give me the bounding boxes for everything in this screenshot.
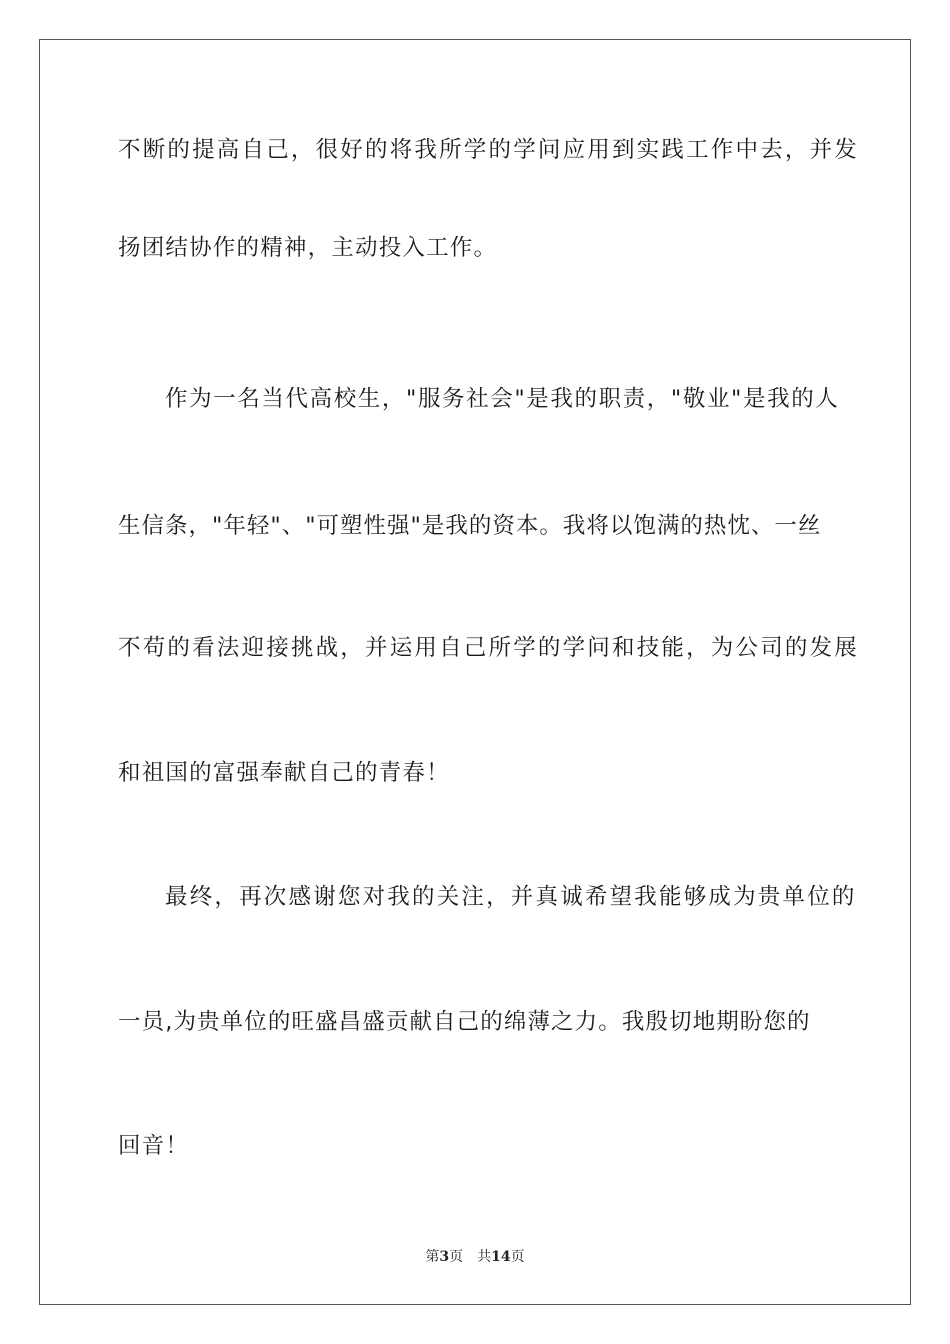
page-prefix: 第: [425, 1249, 440, 1265]
total-pages-number: 14: [491, 1249, 511, 1265]
paragraph-line-2: 扬团结协作的精神，主动投入工作。: [118, 235, 498, 261]
total-suffix: 页: [510, 1249, 525, 1265]
current-page-number: 3: [439, 1249, 450, 1265]
paragraph-line-7: 最终，再次感谢您对我的关注，并真诚希望我能够成为贵单位的: [165, 884, 857, 910]
paragraph-line-1: 不断的提高自己，很好的将我所学的学问应用到实践工作中去，并发: [118, 137, 860, 163]
paragraph-line-3: 作为一名当代高校生，"服务社会"是我的职责，"敬业"是我的人: [165, 386, 840, 412]
page-suffix: 页: [449, 1249, 464, 1265]
page-number-footer: [0, 1247, 950, 1267]
paragraph-line-8: 一员,为贵单位的旺盛昌盛贡献自己的绵薄之力。我殷切地期盼您的: [118, 1009, 811, 1035]
total-prefix: 共: [477, 1249, 492, 1265]
paragraph-line-5: 不苟的看法迎接挑战，并运用自己所学的学问和技能，为公司的发展: [118, 635, 860, 661]
paragraph-line-6: 和祖国的富强奉献自己的青春！: [118, 760, 450, 786]
page-border: [39, 39, 911, 1305]
paragraph-line-9: 回音！: [118, 1133, 190, 1159]
paragraph-line-4: 生信条，"年轻"、"可塑性强"是我的资本。我将以饱满的热忱、一丝: [118, 513, 822, 539]
